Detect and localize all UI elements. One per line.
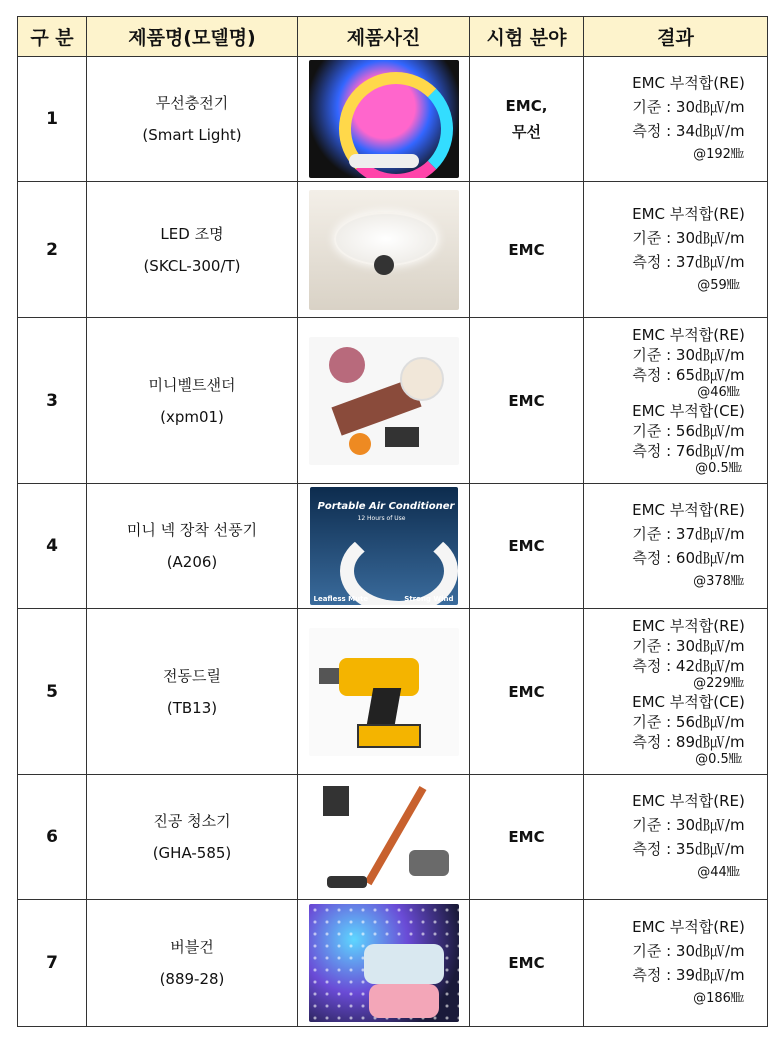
photo-caption: Leafless Mute: [313, 595, 369, 603]
result-measured: 측정 : 60㏈㎶/m: [632, 549, 745, 567]
bubble-gun-image: [309, 904, 459, 1022]
result-limit: 기준 : 37㏈㎶/m: [632, 525, 745, 543]
product-name-cell: [87, 57, 298, 182]
field-cell: [470, 182, 584, 318]
photo-cell: [298, 484, 470, 609]
result-measured: 측정 : 39㏈㎶/m: [632, 966, 745, 984]
result-verdict: EMC 부적합(RE): [632, 204, 745, 223]
row-number: 6: [18, 775, 87, 900]
row-number: 5: [18, 609, 87, 775]
power-drill-image: [309, 628, 459, 756]
play-icon: [374, 255, 394, 275]
product-name-cell: [87, 900, 298, 1027]
result-limit: 기준 : 56㏈㎶/m: [632, 712, 745, 731]
table-row: [18, 318, 768, 484]
row-number: 2: [18, 182, 87, 318]
product-name-cell: [87, 609, 298, 775]
product-name: LED 조명: [160, 224, 224, 243]
result-limit: 기준 : 56㏈㎶/m: [632, 421, 745, 440]
photo-cell: [298, 609, 470, 775]
photo-caption: Strong Wind: [404, 595, 454, 603]
header-test-field: 시험 분야: [470, 17, 584, 57]
result-frequency: @0.5㎒: [695, 460, 742, 476]
table-row: [18, 484, 768, 609]
photo-cell: [298, 900, 470, 1027]
result-limit: 기준 : 30㏈㎶/m: [632, 816, 745, 834]
results-table: [17, 16, 768, 1027]
product-name: 무선충전기: [155, 94, 229, 112]
product-name-cell: [87, 182, 298, 318]
smart-light-image: [309, 60, 459, 178]
photo-cell: [298, 318, 470, 484]
test-field: EMC: [508, 954, 545, 972]
row-number: 1: [18, 57, 87, 182]
product-model: (SKCL-300/T): [143, 256, 241, 275]
result-measured: 측정 : 34㏈㎶/m: [632, 122, 745, 140]
product-model: (xpm01): [160, 407, 224, 426]
result-limit: 기준 : 30㏈㎶/m: [632, 636, 745, 655]
field-cell: [470, 318, 584, 484]
product-model: (Smart Light): [142, 126, 242, 144]
result-frequency: @378㎒: [693, 574, 744, 589]
row-number: 4: [18, 484, 87, 609]
result-cell: [584, 484, 768, 609]
photo-cell: [298, 57, 470, 182]
result-cell: [584, 318, 768, 484]
photo-cell: [298, 182, 470, 318]
field-cell: [470, 57, 584, 182]
field-cell: [470, 775, 584, 900]
result-verdict: EMC 부적합(RE): [632, 918, 745, 936]
result-frequency: @186㎒: [693, 991, 744, 1006]
result-verdict: EMC 부적합(CE): [632, 692, 745, 711]
result-frequency: @0.5㎒: [695, 751, 742, 767]
result-cell: [584, 57, 768, 182]
result-cell: [584, 609, 768, 775]
result-cell: [584, 900, 768, 1027]
result-verdict: EMC 부적합(RE): [632, 501, 745, 519]
table-row: [18, 609, 768, 775]
field-cell: [470, 609, 584, 775]
result-frequency: @44㎒: [697, 865, 740, 880]
test-field: EMC: [508, 682, 545, 701]
led-light-image: [309, 190, 459, 310]
table-row: [18, 57, 768, 182]
product-name-cell: [87, 318, 298, 484]
table-row: [18, 900, 768, 1027]
result-frequency: @46㎒: [697, 384, 740, 400]
product-name: 버블건: [170, 938, 214, 956]
row-number: 3: [18, 318, 87, 484]
result-frequency: @59㎒: [697, 277, 740, 293]
result-verdict: EMC 부적합(RE): [632, 74, 745, 92]
field-cell: [470, 900, 584, 1027]
result-verdict: EMC 부적합(CE): [632, 401, 745, 420]
vacuum-cleaner-image: [309, 778, 459, 896]
result-frequency: @192㎒: [693, 147, 744, 162]
table-row: [18, 775, 768, 900]
result-limit: 기준 : 30㏈㎶/m: [632, 98, 745, 116]
product-model: (889-28): [159, 970, 225, 988]
belt-sander-image: [309, 337, 459, 465]
header-row: [18, 17, 768, 57]
test-field: 무선: [512, 123, 541, 141]
test-field: EMC: [508, 828, 545, 846]
result-limit: 기준 : 30㏈㎶/m: [632, 228, 745, 247]
neck-fan-image: [310, 487, 458, 605]
table-row: [18, 182, 768, 318]
field-cell: [470, 484, 584, 609]
photo-caption: 12 Hours of Use: [357, 515, 406, 522]
test-field: EMC: [508, 240, 545, 259]
result-measured: 측정 : 42㏈㎶/m: [632, 656, 745, 675]
photo-cell: [298, 775, 470, 900]
result-frequency: @229㎒: [693, 675, 744, 691]
product-model: (A206): [166, 553, 218, 571]
header-no: 구 분: [18, 17, 87, 57]
header-result: 결과: [584, 17, 768, 57]
test-field: EMC: [508, 537, 545, 555]
product-name: 전동드릴: [163, 666, 221, 685]
product-model: (TB13): [166, 698, 218, 717]
product-name-cell: [87, 484, 298, 609]
result-verdict: EMC 부적합(RE): [632, 616, 745, 635]
result-measured: 측정 : 89㏈㎶/m: [632, 732, 745, 751]
result-measured: 측정 : 37㏈㎶/m: [632, 252, 745, 271]
result-limit: 기준 : 30㏈㎶/m: [632, 345, 745, 364]
result-cell: [584, 182, 768, 318]
product-name-cell: [87, 775, 298, 900]
result-measured: 측정 : 65㏈㎶/m: [632, 365, 745, 384]
header-photo: 제품사진: [298, 17, 470, 57]
photo-caption: Portable Air Conditioner: [317, 501, 455, 512]
header-product-name: 제품명(모델명): [87, 17, 298, 57]
row-number: 7: [18, 900, 87, 1027]
result-verdict: EMC 부적합(RE): [632, 792, 745, 810]
product-name: 미니벨트샌더: [148, 375, 236, 394]
result-verdict: EMC 부적합(RE): [632, 325, 745, 344]
result-cell: [584, 775, 768, 900]
product-name: 미니 넥 장착 선풍기: [126, 521, 258, 539]
result-measured: 측정 : 76㏈㎶/m: [632, 441, 745, 460]
result-limit: 기준 : 30㏈㎶/m: [632, 942, 745, 960]
product-name: 진공 청소기: [153, 812, 231, 830]
result-measured: 측정 : 35㏈㎶/m: [632, 840, 745, 858]
test-field: EMC: [508, 391, 545, 410]
product-model: (GHA-585): [152, 844, 232, 862]
test-field: EMC,: [505, 97, 548, 115]
